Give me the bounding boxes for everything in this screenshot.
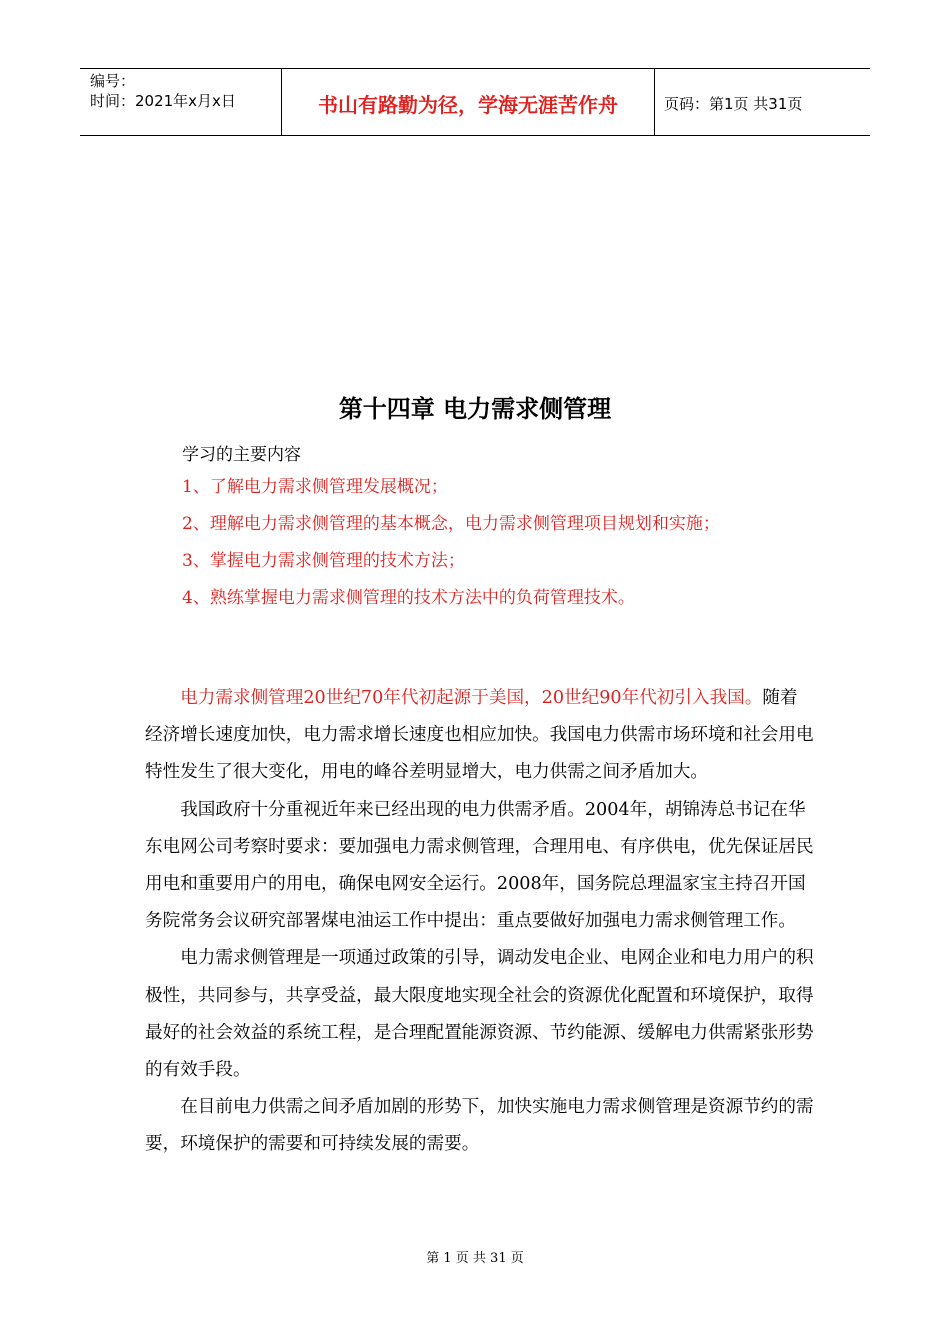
objective-item: 1、了解电力需求侧管理发展概况； xyxy=(182,477,448,497)
paragraph-3: 电力需求侧管理是一项通过政策的引导，调动发电企业、电网企业和电力用户的积极性，共同参与，共享受益，最大限度地实现全社会的资源优化配置和环境保护，取得最好的社会效益的系统工程，是合理配置能源资源、节约能源、缓解电力供需紧张形势的有效手段。 xyxy=(145,948,814,1081)
header-number-label: 编号： xyxy=(90,72,136,90)
chapter-title: 第十四章 电力需求侧管理 xyxy=(338,395,612,423)
paragraph-1 xyxy=(145,680,815,792)
objective-item: 2、理解电力需求侧管理的基本概念，电力需求侧管理项目规划和实施； xyxy=(182,514,720,534)
header-top-border xyxy=(80,68,870,69)
paragraph-1-highlight: 电力需求侧管理20世纪70年代初起源于美国，20世纪90年代初引入我国。 xyxy=(180,688,763,708)
header-date: 时间：2021年x月x日 xyxy=(90,92,236,110)
paragraph-2: 我国政府十分重视近年来已经出现的电力供需矛盾。2004年，胡锦涛总书记在华东电网公司考察时要求：要加强电力需求侧管理，合理用电、有序供电，优先保证居民用电和重要用户的用电，确保电网安全运行。2008年，国务院总理温家宝主持召开国务院常务会议研究部署煤电油运工作中提出：重点要做好加强电力需求侧管理工作。 xyxy=(145,799,814,932)
header-divider-right xyxy=(654,69,655,136)
paragraph-1-rest: 随着经济增长速度加快，电力需求增长速度也相应加快。我国电力供需市场环境和社会用电特性发生了很大变化，用电的峰谷差明显增大，电力供需之间矛盾加大。 xyxy=(145,688,814,783)
header-divider-left xyxy=(281,69,282,136)
header-motto: 书山有路勤为径，学海无涯苦作舟 xyxy=(318,93,618,117)
page-footer: 第 1 页 共 31 页 xyxy=(426,1251,524,1266)
body-text xyxy=(145,680,815,1164)
objectives-heading: 学习的主要内容 xyxy=(182,445,301,465)
objectives-list xyxy=(182,475,720,623)
objective-item: 3、掌握电力需求侧管理的技术方法； xyxy=(182,551,465,571)
header-meta xyxy=(90,71,236,111)
objective-item: 4、熟练掌握电力需求侧管理的技术方法中的负荷管理技术。 xyxy=(182,588,635,608)
header-page-info: 页码：第1页 共31页 xyxy=(664,95,803,113)
header-bottom-border xyxy=(80,135,870,136)
paragraph-4: 在目前电力供需之间矛盾加剧的形势下，加快实施电力需求侧管理是资源节约的需要，环境保护的需要和可持续发展的需要。 xyxy=(145,1097,814,1155)
